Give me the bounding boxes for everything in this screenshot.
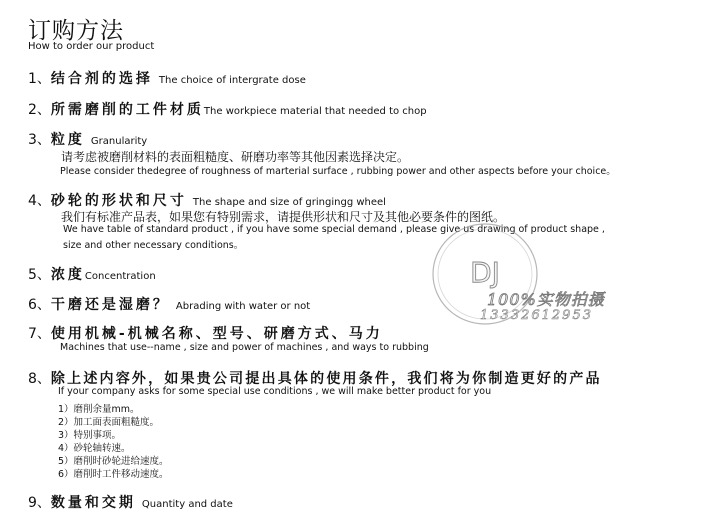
order-item-1: [28, 68, 306, 88]
watermark-logo-letters: DJ: [470, 256, 500, 289]
item-4-desc-en-1: We have table of standard product , if you have some special demand , please give us drawing of product shape ,: [63, 224, 605, 235]
item-number: 7、: [28, 326, 51, 342]
item-number: 2、: [28, 102, 51, 118]
item-4-desc-zh: 我们有标准产品表，如果您有特别需求，请提供形状和尺寸及其他必要条件的图纸。: [61, 210, 506, 224]
item-title-zh: 除上述内容外，如果贵公司提出具体的使用条件，我们将为你制造更好的产品: [50, 371, 602, 387]
item-title-zh: 浓度: [50, 267, 85, 283]
item-title-en: The workpiece material that needed to chop: [203, 106, 427, 117]
item-title-zh: 粒度: [50, 132, 85, 148]
item-8-list-1: 1）磨削余量mm。: [58, 404, 140, 415]
item-title-en: Quantity and date: [141, 499, 233, 510]
order-item-6: [28, 294, 310, 314]
page-subtitle: How to order our product: [28, 41, 155, 52]
page-title: 订购方法: [28, 18, 124, 44]
item-number: 9、: [28, 495, 51, 511]
watermark-line-2: 13332612953: [480, 308, 593, 323]
watermark-line-1: 100%实物拍摄: [487, 290, 605, 309]
item-3-desc-en: Please consider thedegree of roughness of marterial surface , rubbing power and other aspects before your choice。: [60, 166, 616, 177]
item-number: 1、: [28, 71, 51, 87]
item-title-zh: 干磨还是湿磨？: [50, 297, 170, 313]
item-number: 5、: [28, 267, 51, 283]
item-title-en: The choice of intergrate dose: [158, 75, 306, 86]
item-title-zh: 砂轮的形状和尺寸: [50, 193, 187, 209]
item-8-list-3: 3）特别事项。: [58, 430, 122, 441]
item-title-zh: 所需磨削的工件材质: [50, 102, 204, 118]
item-number: 3、: [28, 132, 51, 148]
item-3-desc-zh: 请考虑被磨削材料的表面粗糙度、研磨功率等其他因素选择决定。: [61, 150, 410, 164]
item-title-en: Granularity: [90, 136, 148, 147]
order-item-7: [28, 323, 383, 343]
order-item-3: [28, 129, 147, 149]
item-title-en: The shape and size of gringingg wheel: [192, 197, 386, 208]
item-8-list-4: 4）砂轮轴转速。: [58, 443, 131, 454]
order-item-5: [28, 264, 156, 284]
item-number: 8、: [28, 371, 51, 387]
order-item-8: [28, 368, 602, 388]
item-8-desc-en: If your company asks for some special use conditions , we will make better product for you: [58, 386, 492, 397]
order-item-4: [28, 190, 386, 210]
item-7-desc-en: Machines that use--name , size and power of machines , and ways to rubbing: [60, 342, 429, 353]
item-title-en: Abrading with water or not: [175, 301, 311, 312]
item-number: 6、: [28, 297, 51, 313]
item-title-zh: 结合剂的选择: [50, 71, 153, 87]
order-item-9: [28, 492, 233, 512]
item-8-list-2: 2）加工面表面粗糙度。: [58, 417, 160, 428]
item-8-list-5: 5）磨削时砂轮进给速度。: [58, 456, 169, 467]
item-title-zh: 使用机械-机械名称、型号、研磨方式、马力: [50, 326, 383, 342]
item-number: 4、: [28, 193, 51, 209]
item-title-en: Concentration: [84, 271, 156, 282]
item-4-desc-en-2: size and other necessary conditions。: [63, 240, 244, 251]
item-8-list-6: 6）磨削时工件移动速度。: [58, 469, 169, 480]
item-title-zh: 数量和交期: [50, 495, 136, 511]
order-item-2: [28, 99, 427, 119]
